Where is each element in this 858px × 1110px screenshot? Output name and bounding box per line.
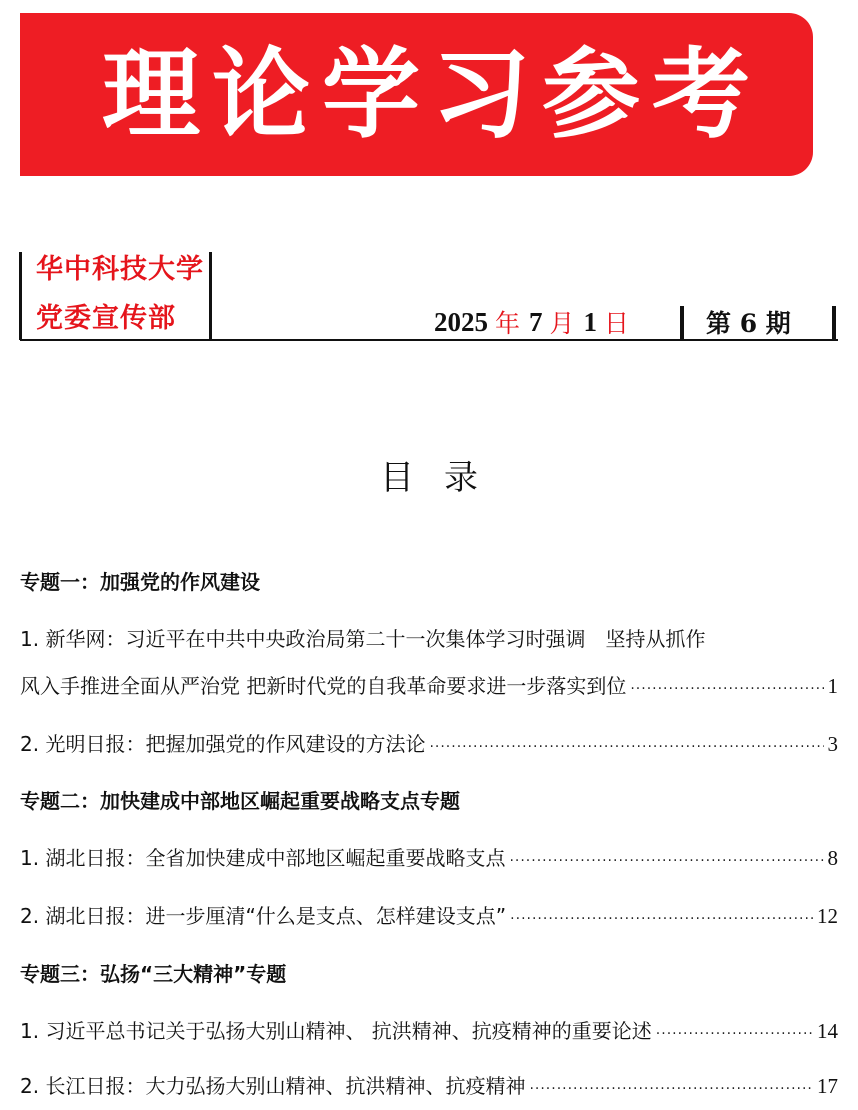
toc-entry-page: 8	[827, 846, 838, 870]
toc-entry-title: 1. 湖北日报：全省加快建成中部地区崛起重要战略支点	[20, 846, 506, 870]
publication-title: 理论学习参考	[102, 36, 763, 152]
date-month-unit: 月	[549, 309, 575, 338]
toc-entry[interactable]	[20, 1070, 838, 1099]
masthead-right-divider	[832, 306, 836, 340]
toc-entry[interactable]	[20, 842, 838, 871]
toc-entry[interactable]	[20, 900, 838, 929]
toc-section-heading: 专题一：加强党的作风建设	[20, 570, 260, 594]
masthead-left-divider	[19, 252, 22, 340]
toc-entry-page: 3	[827, 732, 838, 756]
toc-leader-dots	[529, 1081, 813, 1097]
toc-section-heading: 专题二：加快建成中部地区崛起重要战略支点专题	[20, 789, 460, 813]
date-year: 2025	[434, 306, 488, 337]
toc-entry-title: 风入手推进全面从严治党 把新时代党的自我革命要求进一步落实到位	[20, 674, 627, 698]
toc-entry[interactable]	[20, 1015, 838, 1044]
masthead-rule	[20, 339, 838, 341]
date-day-unit: 日	[604, 309, 630, 338]
toc-entry-page: 12	[817, 904, 838, 928]
toc-leader-dots	[509, 853, 823, 869]
toc-leader-dots	[630, 681, 823, 697]
toc-entry-page: 1	[827, 674, 838, 698]
org-name-line2: 党委宣传部	[36, 303, 176, 334]
masthead-date-divider	[680, 306, 684, 340]
toc-leader-dots	[656, 1026, 813, 1042]
toc-entry-title: 1. 习近平总书记关于弘扬大别山精神、 抗洪精神、抗疫精神的重要论述	[20, 1019, 652, 1043]
toc-entry-page: 14	[817, 1019, 838, 1043]
toc-leader-dots	[510, 911, 813, 927]
toc-entry[interactable]	[20, 670, 838, 699]
date-day: 1	[583, 306, 598, 337]
toc-title: 目录	[380, 458, 508, 498]
date-month: 7	[529, 306, 543, 337]
toc-leader-dots	[429, 739, 823, 755]
toc-entry-title: 2. 湖北日报：进一步厘清“什么是支点、怎样建设支点”	[20, 904, 507, 928]
date-year-unit: 年	[495, 309, 521, 338]
toc-entry[interactable]	[20, 728, 838, 757]
toc-entry-title: 2. 长江日报：大力弘扬大别山精神、抗洪精神、抗疫精神	[20, 1074, 526, 1098]
issue-date	[434, 304, 638, 340]
title-banner	[20, 13, 813, 176]
issue-number: 第 6 期	[706, 309, 791, 338]
toc-entry-line[interactable]: 1. 新华网：习近平在中共中央政治局第二十一次集体学习时强调 坚持从抓作	[20, 627, 706, 651]
org-name-line1: 华中科技大学	[36, 254, 204, 285]
masthead-org-divider	[209, 252, 212, 340]
toc-entry-title: 2. 光明日报：把握加强党的作风建设的方法论	[20, 732, 426, 756]
toc-entry-page: 17	[817, 1074, 838, 1098]
toc-section-heading: 专题三：弘扬“三大精神”专题	[20, 962, 287, 986]
